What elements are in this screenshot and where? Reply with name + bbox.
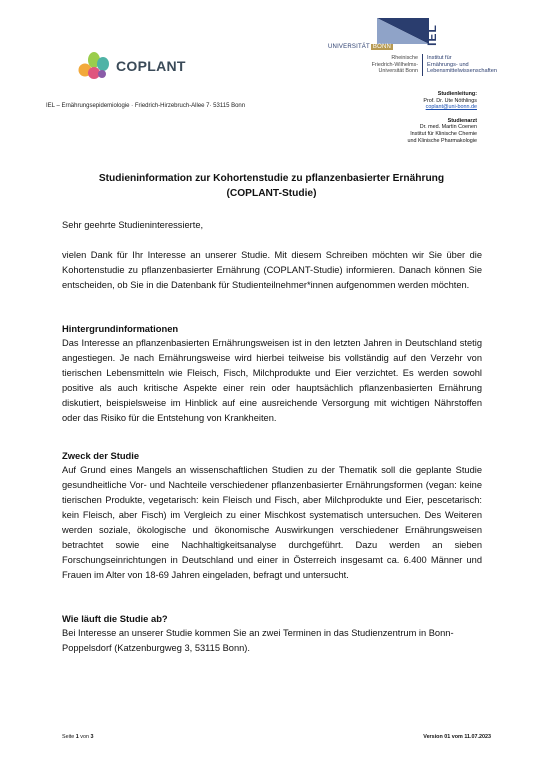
contact-block [317,91,477,144]
study-doctor-line: Institut für Klinische Chemie [410,130,477,137]
coplant-logo-text: COPLANT [116,58,186,74]
uni-bonn-logo [322,18,522,88]
page-current: 1 [75,734,79,740]
iel-line: Institut für [427,55,452,61]
page-prefix: Seite [62,734,75,740]
salutation: Sehr geehrte Studieninteressierte, [62,220,204,230]
sender-address-line: IEL – Ernährungsepidemiologie · Friedrich-Hirzebruch-Allee 7· 53115 Bonn [46,103,246,109]
title-line-2: (COPLANT-Studie) [226,188,317,199]
iel-line: Ernährungs- und [427,61,469,68]
coplant-leaf-icon [76,46,116,82]
iel-vertical-logo [424,20,443,50]
iel-line: Lebensmittelwissenschaften [427,68,497,75]
page-of: von [80,734,89,740]
page-total: 3 [90,734,94,740]
uni-sub-lines [322,55,418,75]
study-lead-name: Prof. Dr. Ute Nöthlings [423,97,477,104]
uni-label-prefix: UNIVERSITÄT [328,44,370,50]
section-paragraph: Das Interesse an pflanzenbasierten Ernährungsweisen ist in den letzten Jahren in Deutschland stetig angestiegen. Je nach Ernährungsweise wird hierbei teilweise bis vollständig auf den Verzehr von tierischen Lebensmitteln wie Fleisch, Fisch, Milchprodukte und Eier verzichtet. Es werden sowohl positive als auch kritische Aspekte einer rein oder hauptsächlich pflanzenbasierten Ernährung diskutiert, beispielsweise im Hinblick auf eine ausreichende Versorgung mit wichtigen Nährstoffen oder das Risiko für die Entstehung von Krankheiten. [62,338,482,423]
uni-divider [422,54,423,76]
iel-vertical-text: IEL [424,24,439,46]
section-paragraph: Bei Interesse an unserer Studie kommen Sie an zwei Terminen in das Studienzentrum in Bonn-Poppelsdorf (Katzenburgweg 3, 53115 Bonn). [62,628,454,653]
document-title [46,171,497,201]
section-paragraph: Auf Grund eines Mangels an wissenschaftlichen Studien zu der Thematik soll die geplante Studie gesundheitliche Vor- und Nachteile verschiedener pflanzenbasierter Ernährungsformen (vegan: keine tierischen Produkte, vegetarisch: kein Fleisch und Fisch, aber Milchprodukte und Eier, pescetarisch: kein Fleisch, aber Fisch) im Vergleich zu einer Mischkost systematisch untersuchen. Des Weiteren werden soziale, ökologische und ökonomische Auswirkungen verschiedener Ernährungsweisen betrachtet sowie eine Nachhaltigkeitsanalyse durchgeführt. Dazu werden an sieben Forschungseinrichtungen in Deutschland und einer in Österreich insgesamt ca. 6.400 Männer und Frauen im Alter von 18-69 Jahren eingeladen, befragt und untersucht. [62,465,482,580]
study-lead-email-link[interactable]: coplant@uni-bonn.de [425,104,477,111]
title-line-1: Studieninformation zur Kohortenstudie zu pflanzenbasierter Ernährung [98,173,445,184]
uni-sub-line: Friedrich-Wilhelms- [371,61,418,68]
section-heading: Zweck der Studie [62,450,140,461]
uni-sub-line: Rheinische [391,55,418,61]
uni-sub-line: Universität Bonn [378,68,418,75]
iel-lines [427,55,497,75]
study-doctor-line: und Klinische Pharmakologie [407,137,477,144]
study-doctor-label: Studienarzt [447,117,477,124]
version-info: Version 01 vom 11.07.2023 [423,734,491,740]
study-doctor-line: Dr. med. Martin Coenen [419,124,477,131]
uni-bonn-emblem-icon [377,18,429,44]
uni-label [328,44,393,50]
uni-label-suffix: BONN [372,44,392,50]
page-number [62,734,94,741]
section-heading: Hintergrundinformationen [62,323,179,334]
coplant-logo [76,46,186,82]
intro-paragraph: vielen Dank für Ihr Interesse an unserer Studie. Mit diesem Schreiben möchten wir Sie über die Kohortenstudie zu pflanzenbasierter Ernährung (COPLANT-Studie) informieren. Danach können Sie entscheiden, ob Sie in die Datenbank für Studienteilnehmer*innen aufgenommen werden möchten. [62,250,482,290]
section-heading: Wie läuft die Studie ab? [62,613,168,624]
study-lead-label: Studienleitung: [437,91,477,97]
